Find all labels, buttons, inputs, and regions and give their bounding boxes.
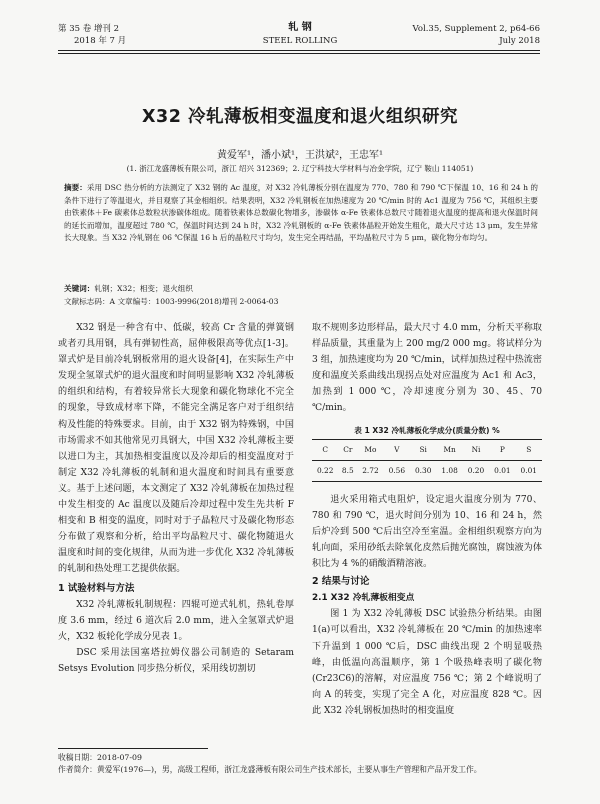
table-header-row: [312, 439, 542, 460]
abstract: [64, 182, 538, 245]
table-header-cell: V: [384, 439, 410, 460]
section-2-heading: 2 结果与讨论: [312, 576, 370, 588]
abstract-text: 采用 DSC 热分析的方法测定了 X32 钢的 Ac 温度，对 X32 冷轧薄板分别在温度为 770、780 和 790 ℃下保温 10、16 和 24 h 的条件下进行了等温退火，并目观察了其金相组织。结果表明，X32 冷轧钢板在加热速度为 20 ℃/min 时的 Ac1 温度为 756 ℃，其组织主要由铁素体＋Fe 碳素体总数粒状渗碳体组成。随着铁素体总数碳化物增多，渗碳体 α-Fe 铁素体总数尺寸随着退火温度的提高和退火保温时间的延长而增加，温度超过 780 ℃，保温时间达到 24 h 时，X32 冷轧钢板的 α-Fe 铁素体晶粒开始发生粗化，最大尺寸达 13 μm，发生异常长大现象。当 X32 冷轧钢在 06 ℃保温 16 h 后的晶粒尺寸均匀，发生完全再结晶，平均晶粒尺寸为 5 μm，碳化物分布均匀。: [64, 183, 538, 243]
table-cell: 0.01: [489, 460, 515, 481]
section-2-1-heading: 2.1 X32 冷轧薄板相变点: [312, 593, 415, 604]
table-cell: 0.01: [516, 460, 542, 481]
table-cell: 2.72: [357, 460, 383, 481]
header-rule-thin: [58, 53, 540, 54]
classification-line: 文献标志码：A 文章编号：1003-9996(2018)增刊 2-0064-03: [64, 297, 279, 306]
right-column: [312, 320, 542, 719]
section-1-heading: 1 试验材料与方法: [58, 582, 135, 594]
keywords: [64, 283, 538, 294]
table-1: [312, 423, 542, 482]
table-header-cell: Cr: [338, 439, 357, 460]
paper-affiliation: (1. 浙江龙盛薄板有限公司，浙江 绍兴 312369；2. 辽宁科技大学材料与冶金学院，辽宁 鞍山 114051): [126, 164, 474, 173]
footnote: [58, 752, 542, 776]
journal-date-en: July 2018: [499, 36, 540, 46]
table-cell: 8.5: [338, 460, 357, 481]
dsc-continued-paragraph: 取不规则多边形样品，最大尺寸 4.0 mm，分析天平称取样品质量，其重量为上 200 mg/2 000 mg。将试样分为 3 组，加热速度均为 20 ℃/min，试样加热过程中热流密度和温度关系曲线出现拐点处对应温度为 Ac1 和 Ac3，加热到 1 000 ℃，冷却速度分别为 30、45、70 ℃/min。: [312, 323, 542, 414]
keywords-text: 轧钢；X32；相变；退火组织: [94, 284, 193, 293]
table-cell: 0.30: [410, 460, 436, 481]
keywords-label: 关键词：: [64, 284, 95, 293]
table-header-cell: P: [489, 439, 515, 460]
table-row: [312, 460, 542, 481]
materials-paragraph: X32 冷轧薄板轧制规程：四辊可逆式轧机，热轧卷厚度 3.6 mm，经过 6 道次后 2.0 mm，进入全氢罩式炉退火，X32 板轮化学成分见表 1。: [58, 599, 294, 642]
received-date: 收稿日期：2018-07-09: [58, 753, 142, 762]
chemical-composition-table: [312, 439, 542, 482]
abstract-label: 摘要：: [64, 183, 87, 192]
paper-authors: 黄爱军¹，潘小斌¹，王洪斌²，王忠军¹: [216, 150, 384, 161]
table-cell: 0.20: [463, 460, 489, 481]
footnote-rule: [58, 748, 208, 749]
author-bio: 作者简介：黄爱军(1976—)，男，高级工程师，浙江龙盛薄板有限公司生产技术部长，主要从事生产管理和产品开发工作。: [58, 765, 482, 774]
table-cell: 0.56: [384, 460, 410, 481]
table-header-cell: S: [516, 439, 542, 460]
left-column: [58, 320, 294, 677]
paper-title: X32 冷轧薄板相变温度和退火组织研究: [142, 107, 458, 127]
journal-volume-en: Vol.35, Supplement 2, p64-66: [412, 24, 540, 34]
table-header-cell: Ni: [463, 439, 489, 460]
journal-name-cn: 轧 钢: [288, 22, 312, 33]
table-header-cell: Mn: [436, 439, 462, 460]
table-1-title: 表 1 X32 冷轧薄板化学成分(质量分数) %: [354, 425, 500, 435]
journal-volume: 第 35 卷 增刊 2: [58, 24, 120, 34]
table-cell: 0.22: [312, 460, 338, 481]
table-header-cell: C: [312, 439, 338, 460]
intro-paragraph: X32 钢是一种含有中、低碳，较高 Cr 含量的弹簧钢或者刃具用钢，具有弹韧性高，屈伸极限高等优点[1-3]。罩式炉是目前冷轧钢板常用的退火设备[4]，在实际生产中发现全氢罩式炉的退火温度和时间明显影响 X32 冷轧薄板的组织和结构，有着较异常长大现象和碳化物球化不完全的现象，导致成材率下降，不能完全满足客户对于组织结构及性能的特殊要求。目前，由于 X32 钢为特殊钢，中国市场需求不如其他常见刃具钢大，中国 X32 冷轧薄板主要以进口为主，其加热相变温度以及冷却后的相变温度对于制定 X32 冷轧薄板的轧制和退火温度和时间具有重要意义。基于上述问题，本文测定了 X32 冷轧薄板在加热过程中发生相变的 Ac 温度以及随后冷却过程中发生先共析 F 相变和 B 相变的温度，同时对于子晶粒尺寸及碳化物形态分布做了观察和分析，给出平均晶粒尺寸、碳化物随退火温度和时间的变化规律，从而为进一步优化 X32 冷轧薄板的轧制和热处理工艺提供依据。: [58, 323, 294, 575]
annealing-paragraph: 退火采用箱式电阻炉，设定退火温度分别为 770、780 和 790 ℃，退火时间分别为 10、16 和 24 h，然后炉冷到 500 ℃后出空冷至室温。金相组织观察方向为轧向面，采用砂纸去除氧化皮然后抛光腐蚀，腐蚀液为体积比为 4 %的硝酸酒精溶液。: [312, 494, 542, 570]
journal-name-en: STEEL ROLLING: [262, 36, 338, 46]
dsc-paragraph: DSC 采用法国塞塔拉姆仪器公司制造的 Setaram Setsys Evolution 同步热分析仪，采用线切割切: [58, 647, 294, 674]
table-header-cell: Si: [410, 439, 436, 460]
header-rule: [58, 50, 540, 51]
results-paragraph: 图 1 为 X32 冷轧薄板 DSC 试验热分析结果。由图 1(a)可以看出，X32 冷轧薄板在 20 ℃/min 的加热速率下升温到 1 000 ℃后，DSC 曲线出现 2 个明显吸热峰，由低温向高温顺序，第 1 个吸热峰表明了碳化物(Cr23C6)的溶解，对应温度 756 ℃；第 2 个峰说明了向 A 的转变，实现了完全 A 化，对应温度 828 ℃。因此 X32 冷轧钢板加热时的相变温度: [312, 609, 542, 716]
table-header-cell: Mo: [357, 439, 383, 460]
table-cell: 1.08: [436, 460, 462, 481]
journal-date: 2018 年 7 月: [74, 36, 127, 46]
